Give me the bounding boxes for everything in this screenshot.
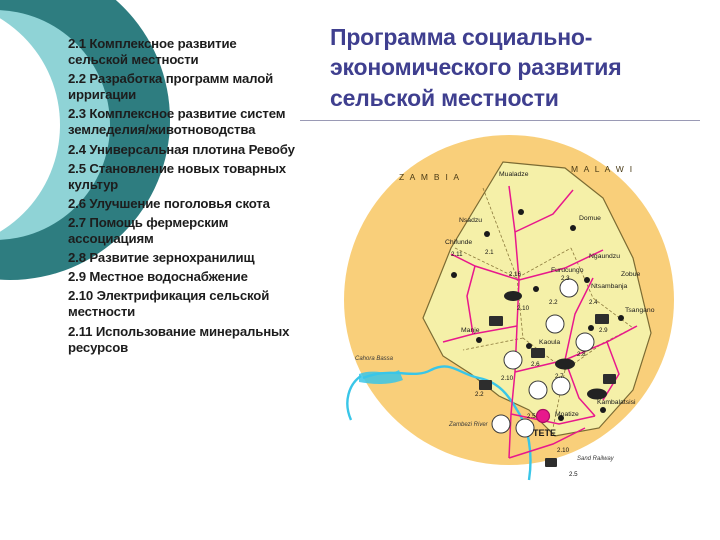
capital-label: TETE xyxy=(533,428,557,438)
title-divider xyxy=(300,120,700,121)
list-item: 2.10 Электрификация сельской местности xyxy=(68,288,270,320)
list-item: 2.9 Местное водоснабжение xyxy=(68,269,248,285)
svg-text:Chifunde: Chifunde xyxy=(445,239,473,246)
svg-text:Zobue: Zobue xyxy=(621,271,641,278)
svg-text:2.11: 2.11 xyxy=(451,251,463,258)
svg-text:2.5: 2.5 xyxy=(569,471,578,478)
svg-text:2.10: 2.10 xyxy=(501,375,514,382)
svg-text:2.10: 2.10 xyxy=(517,305,530,312)
svg-text:Domue: Domue xyxy=(579,215,601,222)
list-item: 2.2 Разработка программ малой ирригации xyxy=(68,71,274,103)
svg-text:Nsadzu: Nsadzu xyxy=(459,217,483,224)
svg-text:Furucungo: Furucungo xyxy=(551,267,584,274)
svg-text:Zambezi River: Zambezi River xyxy=(449,422,488,428)
map-image xyxy=(303,128,707,508)
svg-text:Moatize: Moatize xyxy=(555,411,579,418)
svg-text:Ngaundzu: Ngaundzu xyxy=(589,253,620,260)
list-item: 2.8 Развитие зернохранилищ xyxy=(68,250,255,266)
title-line-3: сельской местности xyxy=(330,84,559,111)
svg-text:2.8: 2.8 xyxy=(577,351,586,358)
title-line-2: экономического развития xyxy=(330,54,622,81)
svg-text:Sand Railway: Sand Railway xyxy=(577,456,614,462)
svg-text:Ntsambanja: Ntsambanja xyxy=(591,283,628,290)
svg-text:Cahora Bassa: Cahora Bassa xyxy=(355,356,394,362)
list-item: 2.1 Комплексное развитие сельской местности xyxy=(68,36,237,68)
list-item: 2.11 Использование минеральных ресурсов xyxy=(68,323,290,355)
svg-text:2.5: 2.5 xyxy=(527,413,536,420)
svg-text:Manje: Manje xyxy=(461,327,480,334)
slide-title xyxy=(330,22,700,113)
svg-text:2.10: 2.10 xyxy=(557,447,570,454)
list-item: 2.6 Улучшение поголовья скота xyxy=(68,195,270,211)
svg-text:2.2: 2.2 xyxy=(549,299,558,306)
svg-text:2.7: 2.7 xyxy=(555,373,564,380)
svg-text:Tsangano: Tsangano xyxy=(625,307,655,314)
list-item: 2.5 Становление новых товарных культур xyxy=(68,160,286,192)
svg-text:2.9: 2.9 xyxy=(599,327,608,334)
title-line-1: Программа социально- xyxy=(330,24,593,50)
svg-text:2.16: 2.16 xyxy=(509,271,522,278)
list-item: 2.4 Универсальная плотина Ревобу xyxy=(68,141,295,157)
svg-text:2.3: 2.3 xyxy=(561,275,570,282)
svg-text:Kambalatsisi: Kambalatsisi xyxy=(597,399,636,406)
list-item: 2.3 Комплексное развитие систем земледелия/животноводства xyxy=(68,106,286,138)
svg-text:2.6: 2.6 xyxy=(531,361,540,368)
svg-text:Mualadze: Mualadze xyxy=(499,171,529,178)
svg-text:Z A M B I A: Z A M B I A xyxy=(399,172,461,182)
svg-text:Kaoula: Kaoula xyxy=(539,339,561,346)
svg-text:2.1: 2.1 xyxy=(485,249,494,256)
svg-text:2.2: 2.2 xyxy=(475,391,484,398)
list-item: 2.7 Помощь фермерским ассоциациям xyxy=(68,214,229,247)
bullet-list xyxy=(68,36,296,359)
svg-text:M A L A W I: M A L A W I xyxy=(571,164,634,174)
capital-marker xyxy=(537,410,550,423)
svg-text:2.4: 2.4 xyxy=(589,299,598,306)
